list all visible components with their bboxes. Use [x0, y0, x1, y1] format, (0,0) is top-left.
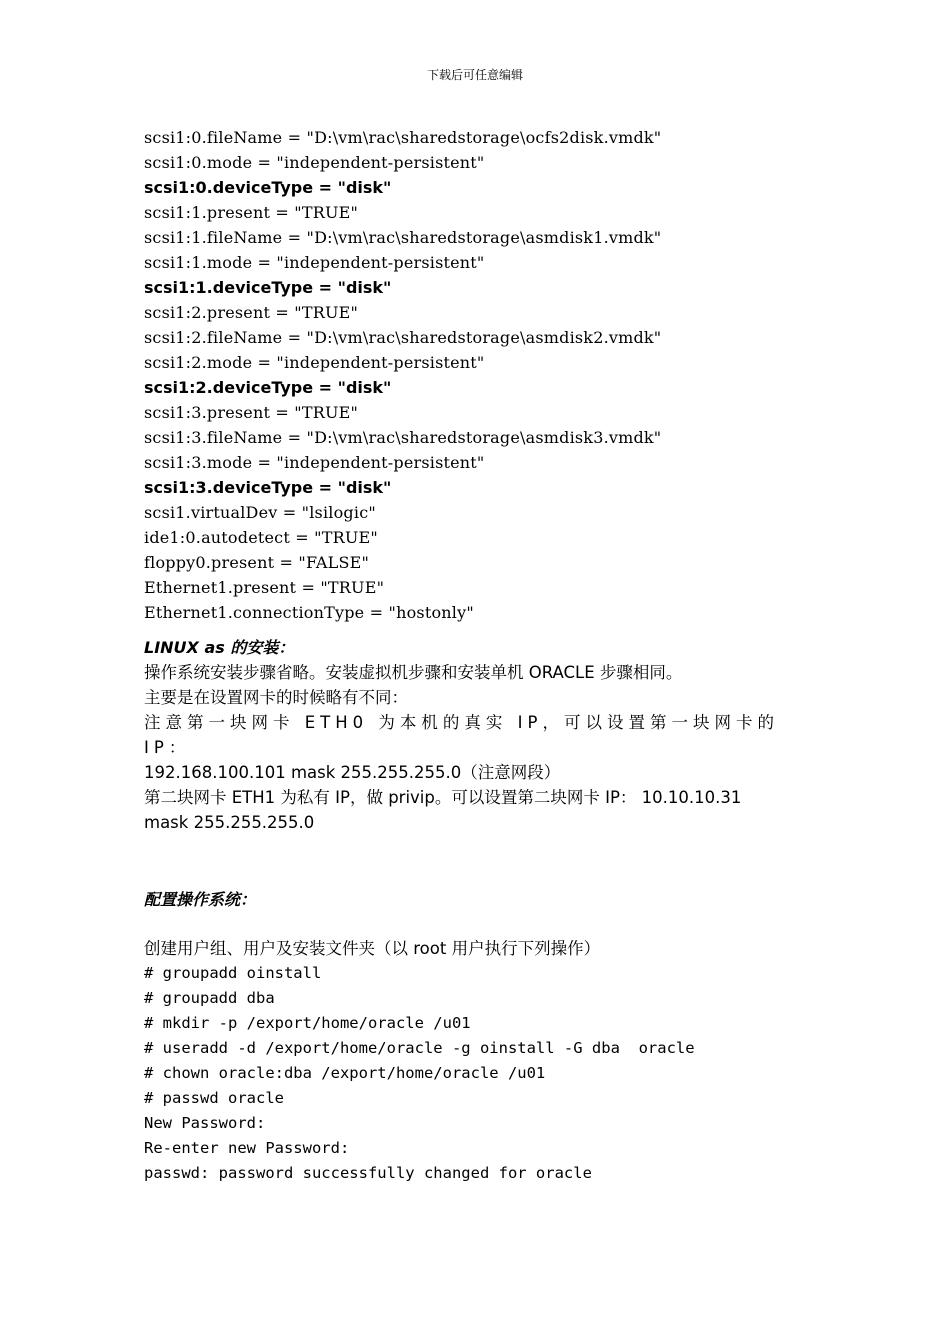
config-line: scsi1:2.mode = "independent-persistent": [144, 353, 485, 372]
config-line: scsi1:3.deviceType = "disk": [144, 478, 392, 497]
config-line: scsi1:2.fileName = "D:\vm\rac\sharedstorage\asmdisk2.vmdk": [144, 328, 662, 347]
linux-install-paragraph-3b: 192.168.100.101 mask 255.255.255.0（注意网段）: [144, 763, 561, 782]
config-line: scsi1:0.fileName = "D:\vm\rac\sharedstorage\ocfs2disk.vmdk": [144, 128, 662, 147]
config-line: scsi1:1.fileName = "D:\vm\rac\sharedstorage\asmdisk1.vmdk": [144, 228, 662, 247]
command-line: passwd: password successfully changed for oracle: [144, 1164, 592, 1182]
config-line: scsi1:0.deviceType = "disk": [144, 178, 392, 197]
document-body: [144, 125, 824, 1186]
linux-install-paragraph-4a: 第二块网卡 ETH1 为私有 IP，做 privip。可以设置第二块网卡 IP： 10.10.10.31: [144, 788, 742, 807]
config-line: scsi1:3.present = "TRUE": [144, 403, 359, 422]
command-line: # chown oracle:dba /export/home/oracle /u01: [144, 1064, 546, 1082]
config-line: scsi1:3.mode = "independent-persistent": [144, 453, 485, 472]
config-line: scsi1:2.deviceType = "disk": [144, 378, 392, 397]
linux-install-paragraph-4b: mask 255.255.255.0: [144, 813, 315, 832]
config-line: scsi1:1.deviceType = "disk": [144, 278, 392, 297]
command-line: # passwd oracle: [144, 1089, 284, 1107]
shell-commands-block: [144, 961, 824, 1186]
command-line: New Password:: [144, 1114, 266, 1132]
config-line: scsi1:1.present = "TRUE": [144, 203, 359, 222]
config-line: scsi1:3.fileName = "D:\vm\rac\sharedstorage\asmdisk3.vmdk": [144, 428, 662, 447]
linux-install-paragraph-3a: 注意第一块网卡 ETH0 为本机的真实 IP，可以设置第一块网卡的 IP：: [144, 713, 779, 757]
config-line: scsi1:0.mode = "independent-persistent": [144, 153, 485, 172]
config-line: scsi1:1.mode = "independent-persistent": [144, 253, 485, 272]
command-line: # mkdir -p /export/home/oracle /u01: [144, 1014, 471, 1032]
os-config-heading: 配置操作系统：: [144, 890, 257, 909]
spacer: [144, 625, 824, 635]
spacer: [144, 835, 824, 887]
config-line: scsi1:2.present = "TRUE": [144, 303, 359, 322]
linux-install-paragraph-1: 操作系统安装步骤省略。安装虚拟机步骤和安装单机 ORACLE 步骤相同。: [144, 663, 683, 682]
linux-install-heading: LINUX as 的安装：: [144, 638, 295, 657]
vmx-config-block: [144, 125, 824, 625]
config-line: scsi1.virtualDev = "lsilogic": [144, 503, 376, 522]
config-line: ide1:0.autodetect = "TRUE": [144, 528, 378, 547]
os-config-intro: 创建用户组、用户及安装文件夹（以 root 用户执行下列操作）: [144, 939, 601, 958]
command-line: # groupadd dba: [144, 989, 275, 1007]
page-header: 下载后可任意编辑: [426, 68, 523, 82]
command-line: # useradd -d /export/home/oracle -g oinstall -G dba oracle: [144, 1039, 695, 1057]
config-line: floppy0.present = "FALSE": [144, 553, 370, 572]
linux-install-paragraph-2: 主要是在设置网卡的时候略有不同：: [144, 688, 408, 707]
config-line: Ethernet1.present = "TRUE": [144, 578, 385, 597]
config-line: Ethernet1.connectionType = "hostonly": [144, 603, 474, 622]
spacer: [144, 912, 824, 936]
command-line: Re-enter new Password:: [144, 1139, 350, 1157]
command-line: # groupadd oinstall: [144, 964, 322, 982]
